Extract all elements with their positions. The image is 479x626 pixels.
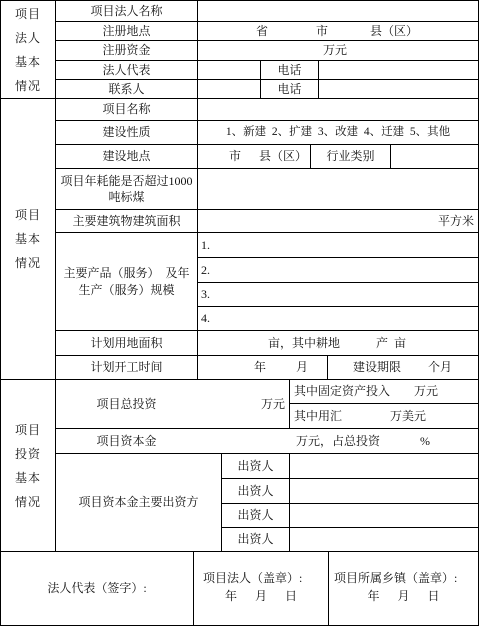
- total-invest-unit: 万元: [260, 396, 285, 411]
- rep-field[interactable]: [198, 61, 260, 79]
- section-legal-header: 项目 法人 基本 情况: [14, 6, 41, 93]
- investor-label-2: 出资人: [237, 483, 274, 498]
- rep-label: 法人代表: [102, 62, 151, 77]
- rep-phone-label: 电话: [277, 62, 302, 77]
- investors-label: 项目资本金主要出资方: [78, 495, 199, 510]
- energy-field[interactable]: [198, 169, 478, 209]
- start-year: 年: [254, 360, 267, 375]
- total-invest-label: 项目总投资: [96, 396, 157, 411]
- start-label: 计划开工时间: [90, 360, 163, 375]
- area-label: 主要建筑物建筑面积: [72, 213, 181, 228]
- corp-seal-label: 项目法人（盖章）:: [203, 570, 303, 585]
- town-seal-date[interactable]: 年 月 日: [367, 588, 440, 603]
- capital-fund-text: 万元，占总投资: [296, 433, 381, 448]
- land-label: 计划用地面积: [90, 335, 163, 350]
- period-label: 建设期限: [353, 360, 402, 375]
- period-field[interactable]: [328, 356, 478, 379]
- contact-phone-label: 电话: [277, 81, 302, 96]
- capital-fund-label: 项目资本金: [96, 433, 157, 448]
- start-field[interactable]: [198, 356, 327, 379]
- investor-label-4: 出资人: [237, 532, 274, 547]
- contact-phone-field[interactable]: [319, 80, 478, 98]
- forex-field[interactable]: [290, 404, 478, 428]
- contact-label: 联系人: [108, 81, 145, 96]
- rep-phone-field[interactable]: [319, 61, 478, 79]
- site-field[interactable]: [198, 145, 310, 168]
- product-row-2[interactable]: 2.: [201, 262, 210, 277]
- fixed-asset-unit: 万元: [414, 384, 439, 399]
- address-county: 县（区）: [370, 23, 419, 38]
- investor-label-3: 出资人: [237, 508, 274, 523]
- investor-field-3[interactable]: [290, 504, 478, 527]
- rep-signature[interactable]: 法人代表（签字）:: [47, 581, 147, 596]
- area-unit: 平方米: [437, 213, 474, 228]
- start-month: 月: [296, 360, 309, 375]
- capital-unit: 万元: [323, 43, 348, 58]
- land-mu: 亩，其中耕地: [268, 335, 341, 350]
- town-seal-label: 项目所属乡镇（盖章）:: [334, 570, 458, 585]
- industry-field[interactable]: [391, 145, 478, 168]
- corp-seal-date[interactable]: 年 月 日: [224, 588, 297, 603]
- capital-fund-field[interactable]: [198, 429, 478, 453]
- investor-field-1[interactable]: [290, 454, 478, 478]
- legal-name-field[interactable]: [198, 1, 478, 21]
- industry-label: 行业类别: [326, 149, 375, 164]
- investor-label-1: 出资人: [237, 458, 274, 473]
- period-unit: 个月: [428, 360, 453, 375]
- site-city: 市: [229, 149, 242, 164]
- total-invest-field[interactable]: [198, 380, 289, 428]
- area-field[interactable]: [198, 210, 478, 232]
- product-row-3[interactable]: 3.: [201, 287, 210, 302]
- forex-unit: 万美元: [390, 408, 427, 423]
- address-province: 省: [256, 23, 269, 38]
- section-invest-header: 项目 投资 基本 情况: [14, 422, 41, 509]
- product-row-4[interactable]: 4.: [201, 311, 210, 326]
- legal-name-label: 项目法人名称: [90, 3, 163, 18]
- nature-label: 建设性质: [102, 125, 151, 140]
- contact-field[interactable]: [198, 80, 260, 98]
- capital-field[interactable]: [198, 41, 478, 60]
- land-mu2: 产 亩: [376, 335, 407, 350]
- project-name-field[interactable]: [198, 99, 478, 120]
- capital-label: 注册资金: [102, 43, 151, 58]
- project-name-label: 项目名称: [102, 102, 151, 117]
- fixed-asset-label: 其中固定资产投入: [294, 384, 391, 399]
- land-field[interactable]: [198, 331, 478, 355]
- address-label: 注册地点: [102, 23, 151, 38]
- investor-field-2[interactable]: [290, 479, 478, 503]
- investor-field-4[interactable]: [290, 528, 478, 551]
- capital-fund-pct: %: [420, 433, 430, 448]
- product-row-1[interactable]: 1.: [201, 237, 210, 252]
- address-field[interactable]: [198, 22, 478, 40]
- fixed-asset-field[interactable]: [290, 380, 478, 403]
- products-label: 主要产品（服务） 及年生产（服务）规模: [63, 266, 190, 297]
- site-county: 县（区）: [259, 149, 308, 164]
- forex-label: 其中用汇: [294, 408, 343, 423]
- address-city: 市: [316, 23, 329, 38]
- section-basic-header: 项目 基本 情况: [14, 208, 41, 270]
- nature-options[interactable]: 1、新建 2、扩建 3、改建 4、迁建 5、其他: [225, 125, 451, 138]
- site-label: 建设地点: [102, 149, 151, 164]
- energy-label: 项目年耗能是否超过1000吨标煤: [60, 173, 193, 204]
